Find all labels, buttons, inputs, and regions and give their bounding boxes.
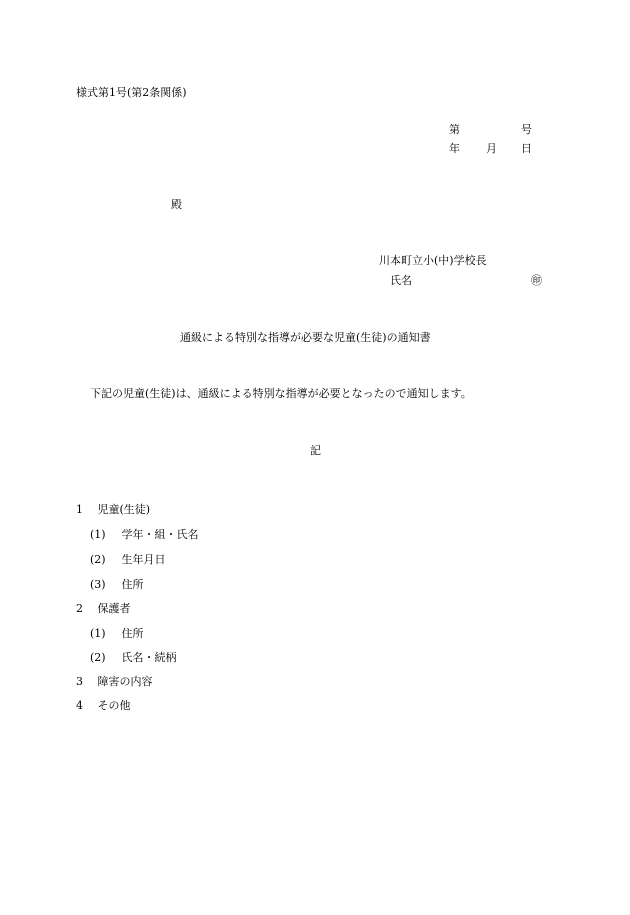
- item-label: その他: [97, 699, 131, 712]
- list-item: [76, 675, 153, 689]
- list-subitem: [90, 553, 166, 567]
- item-label: 児童(生徒): [97, 503, 151, 516]
- subitem-label: 住所: [121, 578, 144, 591]
- subitem-number: (1): [90, 528, 106, 541]
- sender-name-label: 氏名: [390, 274, 412, 287]
- item-number: 4: [76, 699, 83, 712]
- ki-marker: 記: [310, 444, 321, 457]
- subitem-label: 学年・組・氏名: [121, 528, 199, 541]
- form-label: 様式第1号(第2条関係): [76, 86, 187, 99]
- subitem-label: 氏名・続柄: [121, 651, 177, 664]
- subitem-number: (2): [90, 651, 106, 664]
- list-subitem: [90, 651, 177, 665]
- subitem-label: 生年月日: [121, 553, 166, 566]
- subitem-number: (1): [90, 627, 106, 640]
- item-label: 保護者: [97, 602, 131, 615]
- doc-number-suffix: 号: [521, 123, 532, 136]
- document-title: 通級による特別な指導が必要な児童(生徒)の通知書: [180, 331, 431, 344]
- subitem-label: 住所: [121, 627, 144, 640]
- item-number: 3: [76, 675, 83, 688]
- addressee-suffix: 殿: [171, 198, 182, 211]
- list-subitem: [90, 528, 199, 542]
- subitem-number: (3): [90, 578, 106, 591]
- subitem-number: (2): [90, 553, 106, 566]
- date-year: 年: [449, 142, 460, 155]
- date-month: 月: [486, 142, 497, 155]
- list-subitem: [90, 627, 144, 641]
- seal-mark: ㊞: [531, 274, 542, 287]
- body-text: 下記の児童(生徒)は、通級による特別な指導が必要となったので通知します。: [90, 387, 472, 400]
- date-day: 日: [521, 142, 532, 155]
- list-item: [76, 503, 150, 517]
- list-item: [76, 699, 131, 713]
- list-item: [76, 602, 131, 616]
- item-number: 1: [76, 503, 83, 516]
- list-subitem: [90, 578, 144, 592]
- doc-number-prefix: 第: [449, 123, 460, 136]
- item-label: 障害の内容: [97, 675, 153, 688]
- sender-title: 川本町立小(中)学校長: [379, 254, 487, 267]
- item-number: 2: [76, 602, 83, 615]
